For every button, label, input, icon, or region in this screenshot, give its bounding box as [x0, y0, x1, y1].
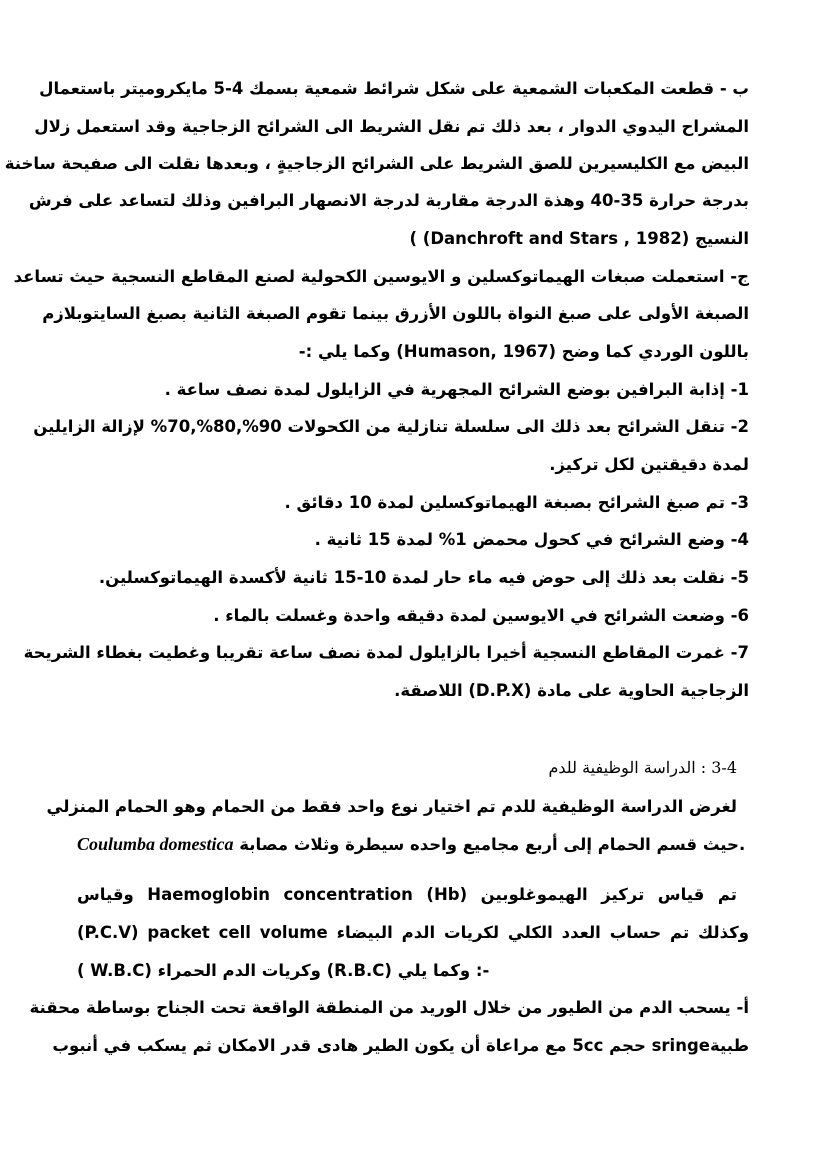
section-c-line-3: باللون الوردي كما وضح (Humason, 1967) وكما يلي :-: [298, 342, 749, 361]
blood-line-2: [77, 833, 749, 856]
step-5: 5- نقلت بعد ذلك إلى حوض فيه ماء حار لمدة 10-15 ثانية لأكسدة الهيماتوكسلين.: [98, 568, 749, 587]
section-heading: 3-4 : الدراسة الوظيفية للدم: [548, 758, 737, 777]
section-c-line-2: الصبغة الأولى على صبغ النواة باللون الأزرق بينما تقوم الصبغة الثانية بصبغ السايتوبلازم: [42, 304, 749, 323]
section-b-line-3: البيض مع الكليسيرين للصق الشريط على الشرائح الزجاجيةٍ ، وبعدها نقلت الى صفيحة ساخنة: [4, 154, 749, 173]
step-2-line-1: 2- تنقل الشرائح بعد ذلك الى سلسلة تنازلية من الكحولات 90%,80%,70% لإزالة الزايلين: [33, 417, 749, 436]
section-b-line-1: ب - قطعت المكعبات الشمعية على شكل شرائط شمعية بسمك 4-5 مايكروميتر باستعمال: [39, 79, 749, 98]
blood-line-4: (P.C.V) packet cell volume وكذلك تم حساب العدد الكلي لكريات الدم البيضاء: [77, 923, 749, 942]
blood-line-1: لغرض الدراسة الوظيفية للدم تم اختيار نوع واحد فقط من الحمام وهو الحمام المنزلي: [46, 797, 737, 816]
blood-line-7: طبيةsringe حجم 5cc مع مراعاة أن يكون الطير هادى قدر الامكان ثم يسكب في أنبوب: [52, 1036, 749, 1055]
step-7-line-1: 7- غمرت المقاطع النسجية أخيرا بالزايلول لمدة نصف ساعة تقريبا وغطيت بغطاء الشريحة: [23, 643, 749, 662]
blood-line-3: تم قياس تركيز الهيموغلوبين Haemoglobin concentration (Hb) وقياس: [77, 885, 737, 904]
blood-line-5: ( W.B.C) وكريات الدم الحمراء (R.B.C) وكما يلي :-: [77, 961, 490, 980]
blood-line-6: أ- يسحب الدم من الطيور من خلال الوريد من المنطقة الواقعة تحت الجناح بوساطة محقنة: [29, 998, 749, 1017]
step-2-line-2: لمدة دقيقتين لكل تركيز.: [549, 455, 749, 474]
step-4: 4- وضع الشرائح في كحول محمض 1% لمدة 15 ثانية .: [314, 530, 749, 549]
section-b-line-4: بدرجة حرارة 35-40 وهذة الدرجة مقاربة لدرجة الانصهار البرافين وذلك لتساعد على فرش: [28, 191, 749, 210]
step-3: 3- تم صبغ الشرائح بصبغة الهيماتوكسلين لمدة 10 دقائق .: [284, 493, 749, 512]
step-1: 1- إذابة البرافين بوضع الشرائح المجهرية في الزايلول لمدة نصف ساعة .: [164, 380, 749, 399]
step-6: 6- وضعت الشرائح في الايوسين لمدة دقيقه واحدة وغسلت بالماء .: [213, 606, 749, 625]
blood-line-2-text: حيث قسم الحمام إلى أربع مجاميع واحده سيطرة وثلاث مصابة.: [233, 835, 746, 854]
species-name: Coulumba domestica: [77, 834, 234, 854]
section-b-line-2: المشراح اليدوي الدوار ، بعد ذلك تم نقل الشريط الى الشرائح الزجاجية وقد استعمل زلال: [34, 117, 749, 136]
section-c-line-1: ج- استعملت صبغات الهيماتوكسلين و الايوسين الكحولية لصنع المقاطع النسجية حيث تساعد: [13, 267, 749, 286]
step-7-line-2: الزجاجية الحاوية على مادة (D.P.X) اللاصقة.: [394, 681, 749, 700]
section-b-line-5: النسيج (Danchroft and Stars , 1982) ): [409, 229, 749, 248]
